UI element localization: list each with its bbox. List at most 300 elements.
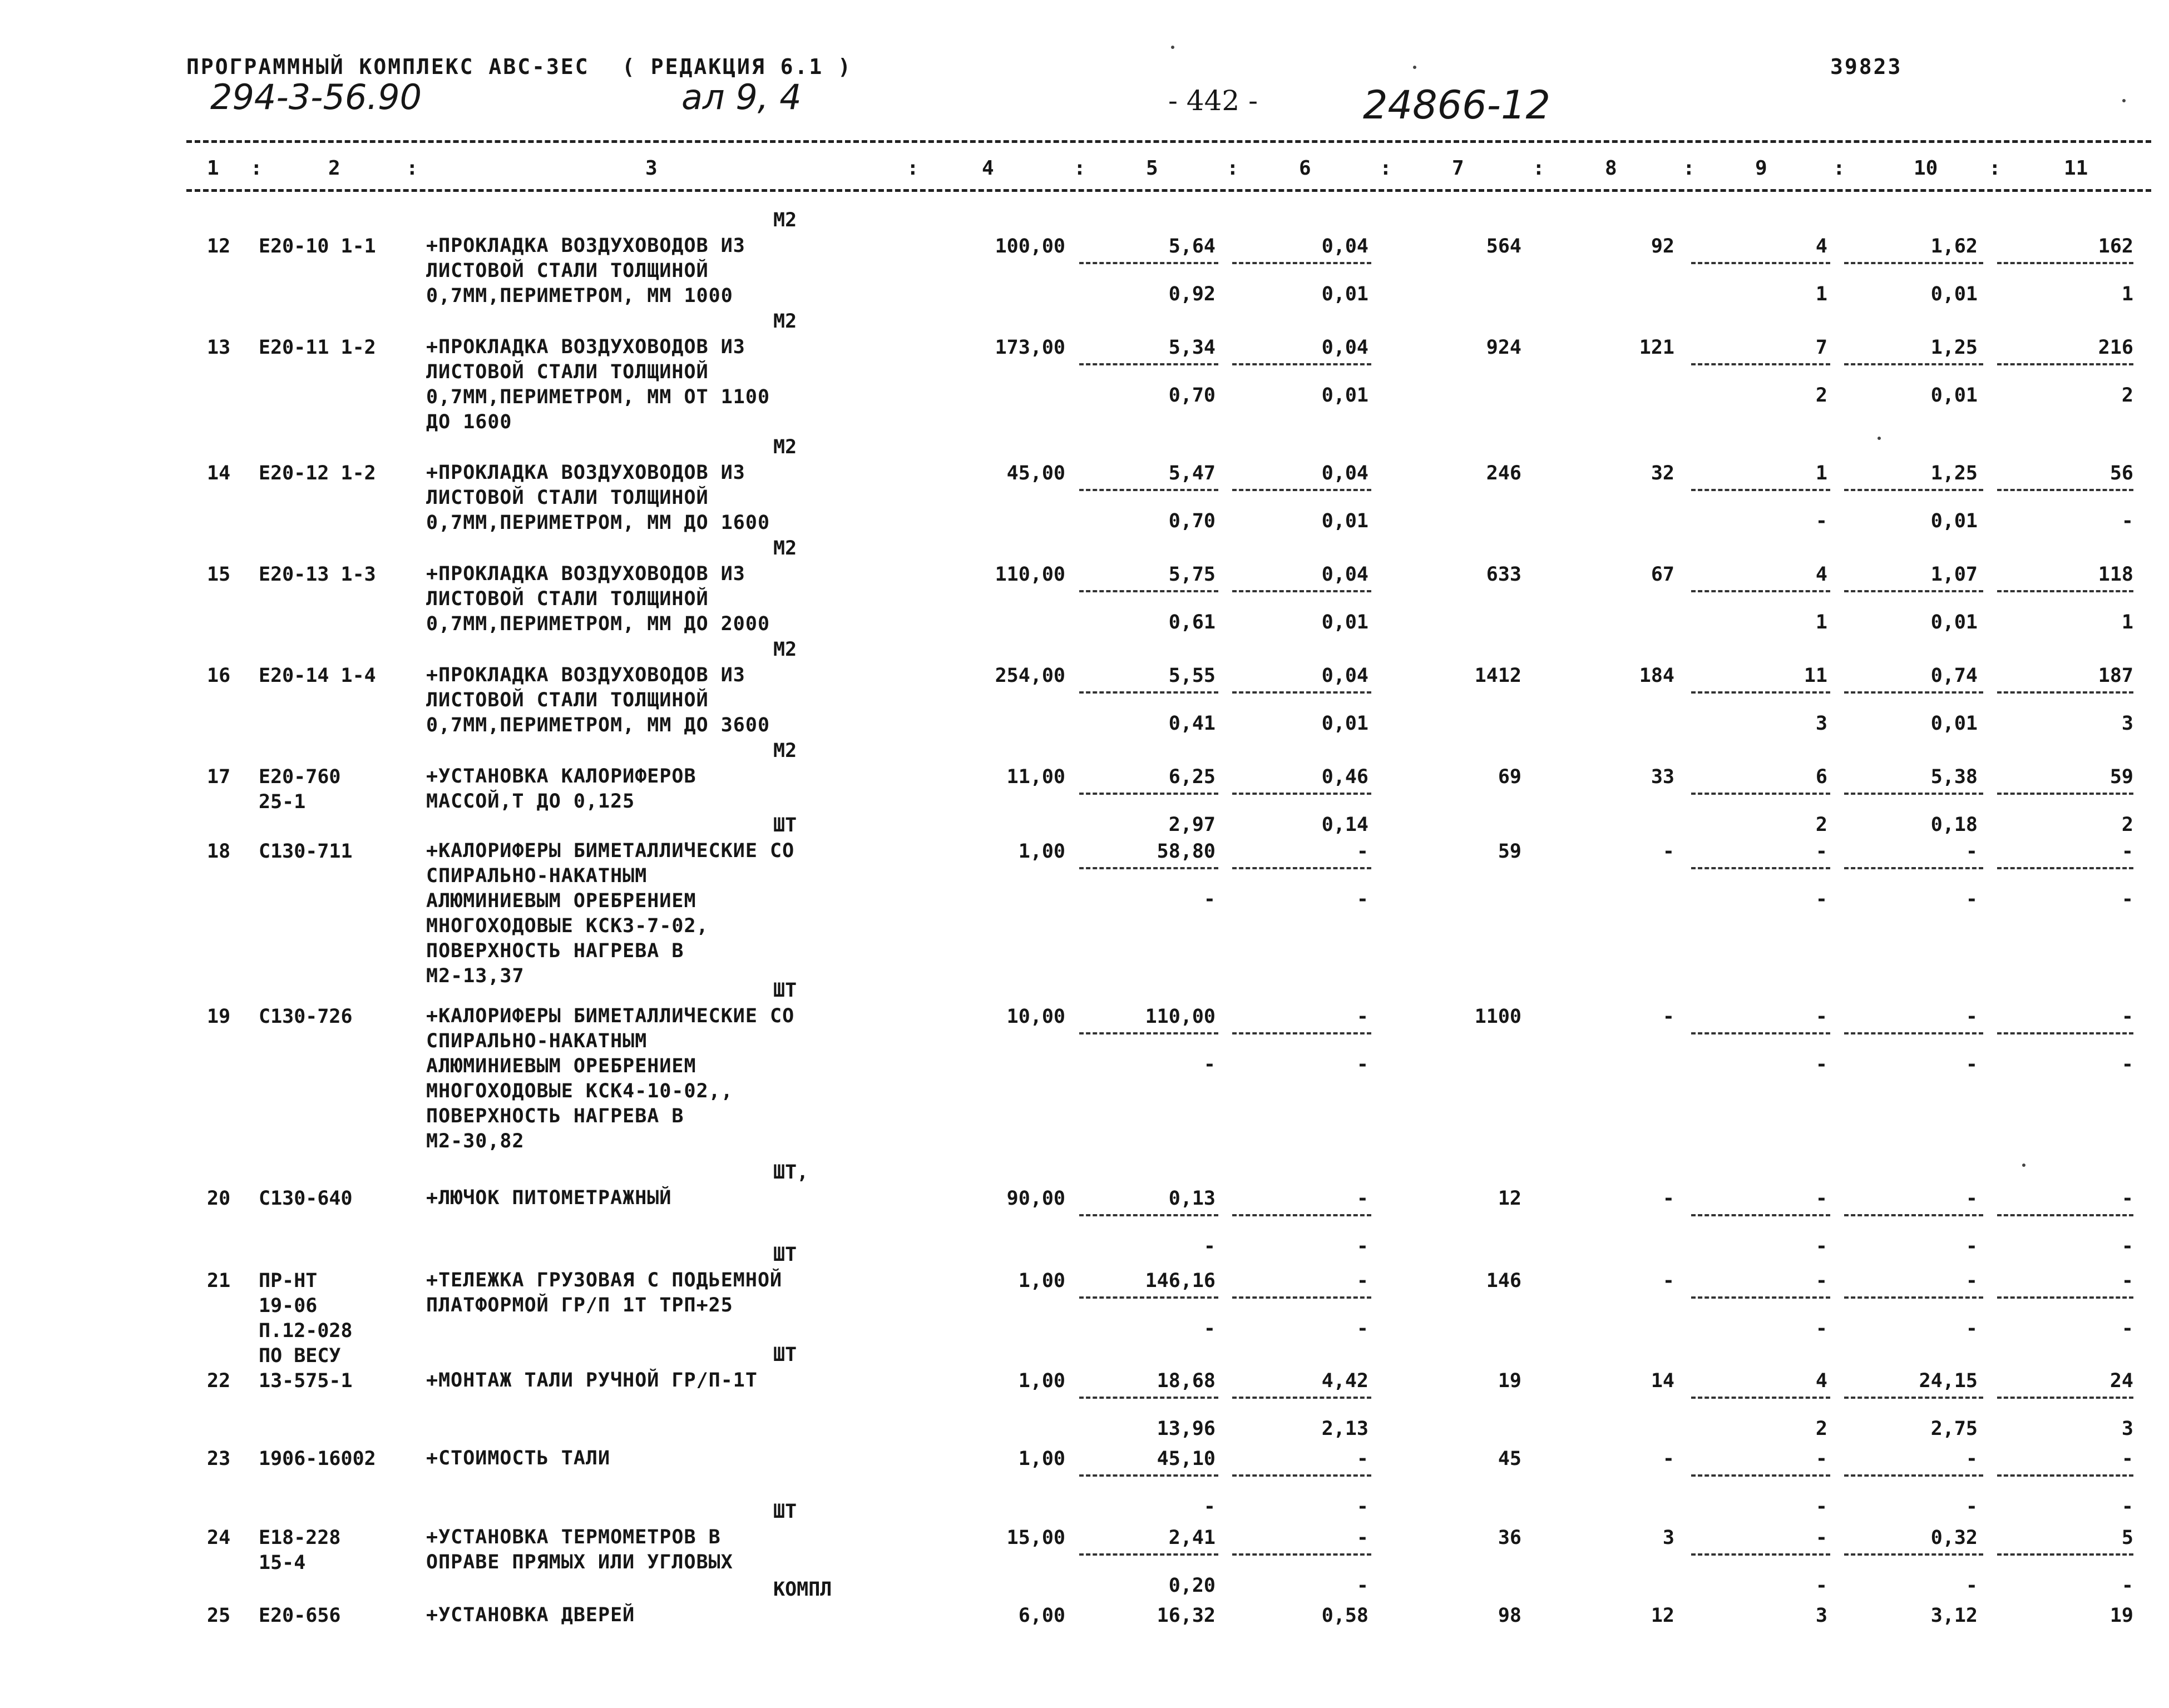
- page-number: - 442 -: [1168, 85, 1258, 117]
- work-description-line: 0,7ММ,ПЕРИМЕТРОМ, ММ ОТ 1100: [426, 386, 770, 408]
- sub-row-divider: [1691, 1032, 1830, 1034]
- work-description-line: ОПРАВЕ ПРЯМЫХ ИЛИ УГЛОВЫХ: [426, 1551, 733, 1573]
- wages-per-unit: 0,20: [1168, 1575, 1216, 1597]
- sub-row-divider: [1079, 1296, 1218, 1299]
- wages-per-unit: 0,92: [1168, 283, 1216, 305]
- sub-row-divider: [1232, 691, 1371, 694]
- unit-cost-machines: -: [1356, 1187, 1368, 1210]
- machinist-wages-per-unit: -: [1356, 1053, 1368, 1076]
- labour-per-unit: -: [1965, 1006, 1978, 1028]
- sub-row-divider: [1232, 363, 1371, 365]
- labour-total: 216: [2098, 336, 2133, 359]
- row-number: 13: [207, 336, 231, 359]
- unit-cost-machines: 0,04: [1321, 563, 1368, 586]
- machinist-labour-per-unit: 0,01: [1930, 510, 1978, 532]
- norm-code: E20-11 1-2: [259, 336, 376, 359]
- work-description-line: +УСТАНОВКА ТЕРМОМЕТРОВ В: [426, 1526, 721, 1548]
- sub-row-divider: [1997, 691, 2133, 694]
- work-description-line: МАССОЙ,Т ДО 0,125: [426, 790, 635, 813]
- wages-per-unit: 0,70: [1168, 510, 1216, 532]
- norm-code: 1906-16002: [259, 1448, 376, 1470]
- work-description-line: ЛИСТОВОЙ СТАЛИ ТОЛЩИНОЙ: [426, 361, 709, 383]
- work-description-line: +УСТАНОВКА КАЛОРИФЕРОВ: [426, 765, 696, 788]
- machinist-labour-total: -: [2121, 1053, 2133, 1076]
- total-machines: 7: [1815, 336, 1827, 359]
- quantity: 1,00: [1018, 840, 1065, 863]
- total-wages: 12: [1651, 1605, 1674, 1627]
- norm-code: E20-10 1-1: [259, 235, 376, 258]
- labour-total: 162: [2098, 235, 2133, 258]
- work-description-line: ЛИСТОВОЙ СТАЛИ ТОЛЩИНОЙ: [426, 487, 709, 509]
- sub-row-divider: [1079, 1214, 1218, 1216]
- labour-total: 59: [2109, 766, 2133, 788]
- sub-row-divider: [1997, 1397, 2133, 1399]
- column-separator: :: [1074, 157, 1086, 180]
- sub-row-divider: [1997, 1032, 2133, 1034]
- machinist-wages-total: -: [1815, 1053, 1827, 1076]
- unit-cost-total: 5,64: [1168, 235, 1216, 258]
- column-separator: :: [250, 157, 263, 180]
- row-number: 20: [207, 1187, 231, 1210]
- unit-cost-total: 2,41: [1168, 1527, 1216, 1549]
- work-description-line: 0,7ММ,ПЕРИМЕТРОМ, ММ 1000: [426, 285, 733, 307]
- unit-of-measure: ШТ: [773, 979, 797, 1002]
- sub-row-divider: [1997, 1553, 2133, 1556]
- column-separator: :: [406, 157, 418, 180]
- work-description-line: +ПРОКЛАДКА ВОЗДУХОВОДОВ ИЗ: [426, 563, 745, 585]
- unit-cost-machines: -: [1356, 1270, 1368, 1292]
- handwritten-album: ал 9, 4: [681, 77, 802, 117]
- row-number: 17: [207, 766, 231, 788]
- handwritten-inventory-number: 24866-12: [1363, 82, 1551, 128]
- machinist-labour-total: 1: [2121, 611, 2133, 633]
- machinist-wages-total: 3: [1815, 712, 1827, 735]
- machinist-wages-per-unit: -: [1356, 1575, 1368, 1597]
- norm-code: E20-13 1-3: [259, 563, 376, 586]
- work-description-line: +ПРОКЛАДКА ВОЗДУХОВОДОВ ИЗ: [426, 462, 745, 484]
- labour-total: 187: [2098, 665, 2133, 687]
- row-number: 16: [207, 665, 231, 687]
- wages-per-unit: 0,41: [1168, 712, 1216, 735]
- unit-cost-total: 146,16: [1145, 1270, 1216, 1292]
- work-description-line: АЛЮМИНИЕВЫМ ОРЕБРЕНИЕМ: [426, 1055, 696, 1077]
- unit-of-measure: M2: [773, 537, 797, 560]
- unit-cost-machines: -: [1356, 840, 1368, 863]
- sub-row-divider: [1844, 1397, 1983, 1399]
- total-machines: -: [1815, 1448, 1827, 1470]
- labour-per-unit: -: [1965, 1187, 1978, 1210]
- total-cost: 564: [1486, 235, 1521, 258]
- sub-row-divider: [1844, 1474, 1983, 1477]
- total-wages: -: [1662, 1270, 1674, 1292]
- labour-total: 5: [2121, 1527, 2133, 1549]
- sub-row-divider: [1997, 793, 2133, 795]
- header-rule-top: [186, 140, 2151, 143]
- header-rule-bottom: [186, 189, 2151, 192]
- total-machines: 1: [1815, 462, 1827, 484]
- labour-total: -: [2121, 840, 2133, 863]
- quantity: 15,00: [1006, 1527, 1065, 1549]
- sub-row-divider: [1232, 1296, 1371, 1299]
- column-number-7: 7: [1452, 157, 1464, 180]
- sub-row-divider: [1232, 262, 1371, 264]
- norm-code: E20-14 1-4: [259, 665, 376, 687]
- sub-row-divider: [1844, 262, 1983, 264]
- machinist-wages-total: 2: [1815, 814, 1827, 836]
- total-wages: 32: [1651, 462, 1674, 484]
- sub-row-divider: [1691, 1214, 1830, 1216]
- work-description-line: М2-13,37: [426, 965, 525, 987]
- sub-row-divider: [1232, 590, 1371, 592]
- row-number: 21: [207, 1270, 231, 1292]
- sub-row-divider: [1691, 590, 1830, 592]
- work-description-line: МНОГОХОДОВЫЕ КСК4-10-02,,: [426, 1080, 733, 1102]
- machinist-wages-per-unit: 0,01: [1321, 611, 1368, 633]
- work-description-line: +МОНТАЖ ТАЛИ РУЧНОЙ ГР/П-1Т: [426, 1369, 758, 1392]
- sub-row-divider: [1844, 590, 1983, 592]
- machinist-labour-per-unit: 0,01: [1930, 384, 1978, 407]
- work-description-line: М2-30,82: [426, 1130, 525, 1152]
- total-cost: 19: [1498, 1370, 1521, 1392]
- machinist-wages-total: -: [1815, 1496, 1827, 1518]
- unit-cost-machines: 0,04: [1321, 665, 1368, 687]
- unit-of-measure: ШТ: [773, 814, 797, 836]
- column-number-5: 5: [1146, 157, 1158, 180]
- column-separator: :: [1833, 157, 1845, 180]
- total-machines: -: [1815, 1527, 1827, 1549]
- machinist-wages-total: 2: [1815, 1418, 1827, 1440]
- sub-row-divider: [1997, 1214, 2133, 1216]
- norm-code: E18-228: [259, 1527, 341, 1549]
- wages-per-unit: 0,70: [1168, 384, 1216, 407]
- sub-row-divider: [1691, 1474, 1830, 1477]
- quantity: 100,00: [995, 235, 1065, 258]
- machinist-wages-per-unit: 2,13: [1321, 1418, 1368, 1440]
- unit-cost-total: 58,80: [1157, 840, 1216, 863]
- machinist-wages-total: 2: [1815, 384, 1827, 407]
- wages-per-unit: 13,96: [1157, 1418, 1216, 1440]
- quantity: 1,00: [1018, 1370, 1065, 1392]
- machinist-wages-total: -: [1815, 1235, 1827, 1258]
- unit-cost-total: 16,32: [1157, 1605, 1216, 1627]
- scan-speck: [2122, 99, 2126, 102]
- sub-row-divider: [1691, 363, 1830, 365]
- machinist-wages-per-unit: 0,01: [1321, 384, 1368, 407]
- machinist-labour-per-unit: -: [1965, 1053, 1978, 1076]
- unit-of-measure: M2: [773, 740, 797, 762]
- column-separator: :: [1227, 157, 1239, 180]
- machinist-labour-per-unit: 0,18: [1930, 814, 1978, 836]
- total-cost: 246: [1486, 462, 1521, 484]
- sub-row-divider: [1232, 1032, 1371, 1034]
- machinist-labour-total: -: [2121, 510, 2133, 532]
- sub-row-divider: [1079, 867, 1218, 869]
- row-number: 24: [207, 1527, 231, 1549]
- work-description-line: ПОВЕРХНОСТЬ НАГРЕВА В: [426, 1105, 684, 1127]
- quantity: 11,00: [1006, 766, 1065, 788]
- sub-row-divider: [1997, 590, 2133, 592]
- norm-code: C130-726: [259, 1006, 353, 1028]
- norm-code: E20-760: [259, 766, 341, 788]
- row-number: 15: [207, 563, 231, 586]
- unit-of-measure: КОМПЛ: [773, 1578, 832, 1601]
- total-cost: 633: [1486, 563, 1521, 586]
- work-description-line: СПИРАЛЬНО-НАКАТНЫМ: [426, 865, 648, 887]
- work-description-line: 0,7ММ,ПЕРИМЕТРОМ, ММ ДО 1600: [426, 512, 770, 534]
- machinist-labour-per-unit: -: [1965, 888, 1978, 910]
- labour-per-unit: 24,15: [1919, 1370, 1978, 1392]
- wages-per-unit: -: [1203, 888, 1216, 910]
- sub-row-divider: [1844, 1032, 1983, 1034]
- labour-total: -: [2121, 1448, 2133, 1470]
- machinist-wages-per-unit: -: [1356, 1235, 1368, 1258]
- work-description-line: +КАЛОРИФЕРЫ БИМЕТАЛЛИЧЕСКИЕ СО: [426, 1005, 795, 1027]
- work-description-line: 0,7ММ,ПЕРИМЕТРОМ, ММ ДО 3600: [426, 714, 770, 736]
- column-number-11: 11: [2064, 157, 2088, 180]
- machinist-wages-per-unit: -: [1356, 888, 1368, 910]
- total-cost: 1412: [1474, 665, 1521, 687]
- total-machines: 4: [1815, 563, 1827, 586]
- program-title: ПРОГРАММНЫЙ КОМПЛЕКС АВС-3ЕС: [186, 55, 590, 79]
- sub-row-divider: [1079, 1032, 1218, 1034]
- machinist-labour-total: -: [2121, 1496, 2133, 1518]
- sub-row-divider: [1844, 1214, 1983, 1216]
- total-machines: 4: [1815, 235, 1827, 258]
- work-description-line: 0,7ММ,ПЕРИМЕТРОМ, ММ ДО 2000: [426, 613, 770, 635]
- row-number: 25: [207, 1605, 231, 1627]
- sub-row-divider: [1691, 1296, 1830, 1299]
- labour-per-unit: 1,25: [1930, 336, 1978, 359]
- total-wages: 184: [1639, 665, 1674, 687]
- sub-row-divider: [1232, 1397, 1371, 1399]
- scan-speck: [1171, 46, 1174, 49]
- work-description-line: МНОГОХОДОВЫЕ КСК3-7-02,: [426, 915, 709, 937]
- column-number-8: 8: [1605, 157, 1617, 180]
- row-number: 14: [207, 462, 231, 484]
- machinist-labour-total: 3: [2121, 712, 2133, 735]
- machinist-labour-per-unit: 0,01: [1930, 283, 1978, 305]
- norm-code-continued: 25-1: [259, 791, 306, 813]
- total-wages: 67: [1651, 563, 1674, 586]
- work-description-line: +КАЛОРИФЕРЫ БИМЕТАЛЛИЧЕСКИЕ СО: [426, 840, 795, 862]
- machinist-labour-per-unit: 0,01: [1930, 712, 1978, 735]
- labour-per-unit: 3,12: [1930, 1605, 1978, 1627]
- quantity: 45,00: [1006, 462, 1065, 484]
- unit-of-measure: M2: [773, 638, 797, 661]
- column-separator: :: [907, 157, 919, 180]
- labour-total: 118: [2098, 563, 2133, 586]
- machinist-labour-total: -: [2121, 888, 2133, 910]
- sub-row-divider: [1691, 489, 1830, 491]
- labour-per-unit: -: [1965, 840, 1978, 863]
- sub-row-divider: [1691, 691, 1830, 694]
- labour-per-unit: 1,07: [1930, 563, 1978, 586]
- machinist-wages-total: -: [1815, 510, 1827, 532]
- unit-cost-total: 5,55: [1168, 665, 1216, 687]
- quantity: 1,00: [1018, 1270, 1065, 1292]
- sub-row-divider: [1997, 1296, 2133, 1299]
- quantity: 10,00: [1006, 1006, 1065, 1028]
- machinist-wages-total: 1: [1815, 283, 1827, 305]
- sub-row-divider: [1997, 867, 2133, 869]
- work-description-line: ПОВЕРХНОСТЬ НАГРЕВА В: [426, 940, 684, 962]
- total-machines: 4: [1815, 1370, 1827, 1392]
- work-description-line: +ПРОКЛАДКА ВОЗДУХОВОДОВ ИЗ: [426, 336, 745, 358]
- total-wages: 14: [1651, 1370, 1674, 1392]
- sub-row-divider: [1079, 489, 1218, 491]
- sub-row-divider: [1691, 793, 1830, 795]
- norm-code-continued: 19-06: [259, 1295, 318, 1317]
- wages-per-unit: -: [1203, 1235, 1216, 1258]
- scan-speck: [2022, 1164, 2025, 1167]
- norm-code: E20-656: [259, 1605, 341, 1627]
- work-description-line: ПЛАТФОРМОЙ ГР/П 1Т ТРП+25: [426, 1294, 733, 1316]
- unit-cost-machines: 0,04: [1321, 235, 1368, 258]
- total-machines: -: [1815, 840, 1827, 863]
- unit-of-measure: ШТ,: [773, 1161, 809, 1184]
- sub-row-divider: [1844, 691, 1983, 694]
- work-description-line: АЛЮМИНИЕВЫМ ОРЕБРЕНИЕМ: [426, 890, 696, 912]
- unit-cost-machines: 0,04: [1321, 462, 1368, 484]
- total-wages: -: [1662, 1187, 1674, 1210]
- labour-total: 56: [2109, 462, 2133, 484]
- work-description-line: ЛИСТОВОЙ СТАЛИ ТОЛЩИНОЙ: [426, 588, 709, 610]
- work-description-line: ЛИСТОВОЙ СТАЛИ ТОЛЩИНОЙ: [426, 260, 709, 282]
- total-machines: -: [1815, 1270, 1827, 1292]
- sub-row-divider: [1232, 1474, 1371, 1477]
- total-wages: 3: [1662, 1527, 1674, 1549]
- machinist-wages-per-unit: -: [1356, 1496, 1368, 1518]
- machinist-labour-total: -: [2121, 1235, 2133, 1258]
- sub-row-divider: [1079, 1474, 1218, 1477]
- norm-code-continued: 15-4: [259, 1552, 306, 1574]
- total-machines: 11: [1804, 665, 1827, 687]
- quantity: 6,00: [1018, 1605, 1065, 1627]
- labour-per-unit: 1,62: [1930, 235, 1978, 258]
- total-cost: 146: [1486, 1270, 1521, 1292]
- unit-cost-total: 5,47: [1168, 462, 1216, 484]
- total-cost: 1100: [1474, 1006, 1521, 1028]
- machinist-wages-per-unit: -: [1356, 1318, 1368, 1340]
- unit-cost-total: 5,34: [1168, 336, 1216, 359]
- work-description-line: +ПРОКЛАДКА ВОЗДУХОВОДОВ ИЗ: [426, 664, 745, 686]
- column-number-10: 10: [1914, 157, 1938, 180]
- sub-row-divider: [1079, 590, 1218, 592]
- scan-speck: [1413, 66, 1416, 69]
- sub-row-divider: [1997, 1474, 2133, 1477]
- work-description-line: +ПРОКЛАДКА ВОЗДУХОВОДОВ ИЗ: [426, 235, 745, 257]
- row-number: 18: [207, 840, 231, 863]
- machinist-wages-per-unit: 0,01: [1321, 283, 1368, 305]
- sub-row-divider: [1079, 1397, 1218, 1399]
- unit-cost-total: 6,25: [1168, 766, 1216, 788]
- unit-of-measure: M2: [773, 209, 797, 231]
- unit-cost-machines: 0,04: [1321, 336, 1368, 359]
- row-number: 12: [207, 235, 231, 258]
- row-number: 19: [207, 1006, 231, 1028]
- quantity: 110,00: [995, 563, 1065, 586]
- column-separator: :: [1533, 157, 1545, 180]
- labour-total: -: [2121, 1006, 2133, 1028]
- machinist-wages-total: -: [1815, 1575, 1827, 1597]
- machinist-labour-per-unit: -: [1965, 1496, 1978, 1518]
- sub-row-divider: [1691, 262, 1830, 264]
- sub-row-divider: [1997, 363, 2133, 365]
- column-separator: :: [1380, 157, 1392, 180]
- machinist-wages-total: 1: [1815, 611, 1827, 633]
- sub-row-divider: [1079, 793, 1218, 795]
- wages-per-unit: -: [1203, 1053, 1216, 1076]
- total-cost: 36: [1498, 1527, 1521, 1549]
- machinist-labour-per-unit: -: [1965, 1575, 1978, 1597]
- wages-per-unit: 0,61: [1168, 611, 1216, 633]
- unit-cost-total: 5,75: [1168, 563, 1216, 586]
- labour-per-unit: -: [1965, 1448, 1978, 1470]
- column-number-1: 1: [207, 157, 219, 180]
- norm-code: C130-640: [259, 1187, 353, 1210]
- quantity: 1,00: [1018, 1448, 1065, 1470]
- norm-code: E20-12 1-2: [259, 462, 376, 484]
- norm-code: ПР-НТ: [259, 1270, 318, 1292]
- total-cost: 45: [1498, 1448, 1521, 1470]
- total-machines: -: [1815, 1006, 1827, 1028]
- wages-per-unit: 2,97: [1168, 814, 1216, 836]
- unit-cost-machines: 0,46: [1321, 766, 1368, 788]
- sub-row-divider: [1691, 867, 1830, 869]
- sub-row-divider: [1232, 489, 1371, 491]
- sub-row-divider: [1997, 489, 2133, 491]
- work-description-line: +ЛЮЧОК ПИТОМЕТРАЖНЫЙ: [426, 1187, 672, 1209]
- unit-cost-machines: -: [1356, 1448, 1368, 1470]
- unit-of-measure: ШТ: [773, 1344, 797, 1366]
- sub-row-divider: [1232, 867, 1371, 869]
- work-description-line: СПИРАЛЬНО-НАКАТНЫМ: [426, 1030, 648, 1052]
- unit-cost-machines: 0,58: [1321, 1605, 1368, 1627]
- machinist-wages-total: -: [1815, 1318, 1827, 1340]
- unit-cost-total: 0,13: [1168, 1187, 1216, 1210]
- total-wages: 92: [1651, 235, 1674, 258]
- norm-code: C130-711: [259, 840, 353, 863]
- work-description-line: +ТЕЛЕЖКА ГРУЗОВАЯ С ПОДЬЕМНОЙ: [426, 1269, 783, 1291]
- unit-of-measure: ШТ: [773, 1244, 797, 1266]
- machinist-labour-per-unit: 0,01: [1930, 611, 1978, 633]
- total-cost: 69: [1498, 766, 1521, 788]
- work-description-line: ДО 1600: [426, 411, 512, 433]
- labour-per-unit: 5,38: [1930, 766, 1978, 788]
- column-number-2: 2: [328, 157, 340, 180]
- sub-row-divider: [1691, 1397, 1830, 1399]
- quantity: 254,00: [995, 665, 1065, 687]
- norm-code-continued: ПО ВЕСУ: [259, 1345, 341, 1367]
- machinist-wages-per-unit: 0,01: [1321, 510, 1368, 532]
- work-description-line: +СТОИМОСТЬ ТАЛИ: [426, 1447, 611, 1469]
- machinist-labour-total: 1: [2121, 283, 2133, 305]
- total-wages: 121: [1639, 336, 1674, 359]
- column-number-3: 3: [645, 157, 658, 180]
- machinist-labour-total: 2: [2121, 384, 2133, 407]
- total-cost: 98: [1498, 1605, 1521, 1627]
- unit-cost-total: 18,68: [1157, 1370, 1216, 1392]
- total-cost: 59: [1498, 840, 1521, 863]
- machinist-labour-total: -: [2121, 1575, 2133, 1597]
- wages-per-unit: -: [1203, 1496, 1216, 1518]
- sub-row-divider: [1844, 793, 1983, 795]
- column-separator: :: [1683, 157, 1695, 180]
- sub-row-divider: [1844, 489, 1983, 491]
- edition-label: ( РЕДАКЦИЯ 6.1 ): [622, 55, 853, 79]
- sub-row-divider: [1232, 1214, 1371, 1216]
- unit-cost-total: 110,00: [1145, 1006, 1216, 1028]
